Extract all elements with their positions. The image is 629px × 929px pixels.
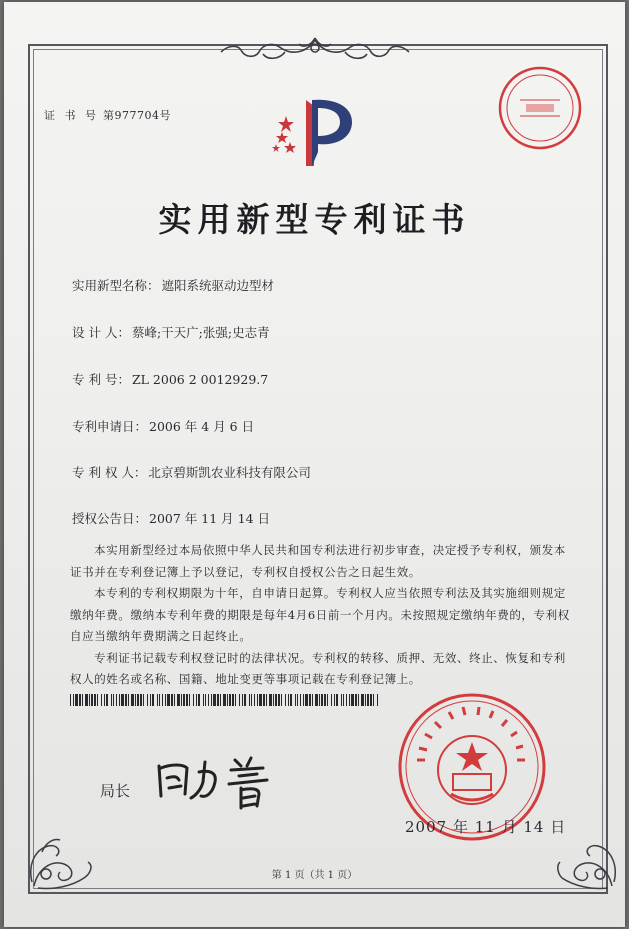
seal-date: 2007 年 11 月 14 日 [405, 818, 567, 836]
patent-office-logo [268, 92, 364, 172]
field-grant-date [72, 509, 270, 527]
director-label: 局长 [100, 782, 131, 800]
star-icon [456, 742, 488, 771]
certificate-body [70, 540, 570, 691]
field-patentee-value: 北京碧斯凯农业科技有限公司 [148, 465, 311, 480]
star-icon [278, 116, 294, 132]
certificate-title: 实用新型专利证书 [158, 200, 471, 239]
field-inventor [72, 323, 270, 341]
star-icon [272, 144, 280, 152]
director-signature [155, 752, 295, 812]
body-paragraph: 本专利的专利权期限为十年，自申请日起算。专利权人应当依照专利法及其实施细则规定缴纳年费。缴纳本专利年费的期限是每年4月6日前一个月内。未按照规定缴纳年费的，专利权自应当缴纳年费期满之日起终止。 [70, 586, 570, 643]
field-grant-date-value: 2007 年 11 月 14 日 [149, 511, 271, 526]
field-name-label: 实用新型名称： [72, 278, 160, 293]
certificate-number-value: 第977704号 [103, 109, 171, 122]
field-patentee [72, 463, 311, 481]
field-inventor-value: 蔡峰;干天广;张强;史志青 [131, 325, 270, 340]
field-inventor-label: 设 计 人： [72, 325, 130, 340]
certificate-number [44, 107, 171, 123]
small-red-seal [496, 64, 584, 152]
body-paragraph: 本实用新型经过本局依照中华人民共和国专利法进行初步审查，决定授予专利权，颁发本证书并在专利登记簿上予以登记，专利权自授权公告之日起生效。 [70, 543, 566, 579]
barcode [70, 694, 380, 706]
field-filing-date-label: 专利申请日： [72, 419, 148, 434]
star-icon [276, 132, 288, 143]
field-name [72, 276, 274, 294]
star-icon [284, 142, 296, 153]
field-patent-number-value: ZL 2006 2 0012929.7 [131, 372, 269, 387]
certificate-number-label: 证 书 号 [44, 109, 99, 122]
field-name-value: 遮阳系统驱动边型材 [161, 278, 275, 293]
body-paragraph: 专利证书记载专利权登记时的法律状况。专利权的转移、质押、无效、终止、恢复和专利权人的姓名或名称、国籍、地址变更等事项记载在专利登记簿上。 [70, 650, 566, 686]
field-filing-date-value: 2006 年 4 月 6 日 [149, 419, 255, 434]
field-filing-date [72, 417, 254, 435]
page-number: 第 1 页（共 1 页） [271, 870, 358, 881]
field-patentee-label: 专 利 权 人： [72, 465, 147, 480]
top-ornament [215, 34, 415, 62]
field-patent-number-label: 专 利 号： [72, 372, 130, 387]
field-grant-date-label: 授权公告日： [72, 511, 148, 526]
field-patent-number [72, 370, 268, 388]
